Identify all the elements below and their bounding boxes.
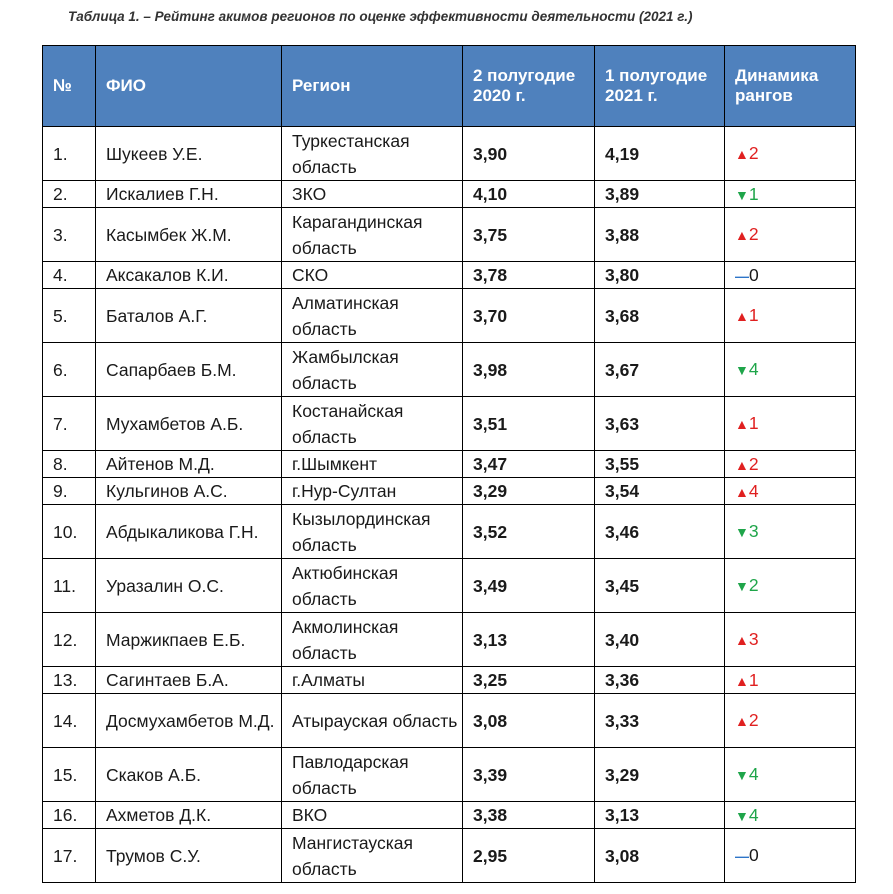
cell-fio: Кульгинов А.С. (96, 478, 282, 505)
header-dynamics: Динамика рангов (725, 46, 856, 127)
cell-num: 7. (43, 397, 96, 451)
cell-dynamics (725, 748, 856, 802)
rank-arrow-icon: ▲ (735, 713, 749, 729)
rank-change: 2 (748, 575, 759, 595)
rank-change: 1 (748, 413, 759, 433)
rank-arrow-icon: ▼ (735, 578, 749, 594)
cell-fio: Айтенов М.Д. (96, 451, 282, 478)
cell-fio: Мухамбетов А.Б. (96, 397, 282, 451)
rating-table (42, 45, 856, 883)
cell-fio: Трумов С.У. (96, 829, 282, 883)
rank-arrow-icon: — (735, 267, 749, 284)
cell-fio: Аксакалов К.И. (96, 262, 282, 289)
cell-num: 13. (43, 667, 96, 694)
cell-dynamics (725, 694, 856, 748)
rank-change: 2 (748, 710, 759, 730)
cell-2020: 3,38 (463, 802, 595, 829)
cell-num: 2. (43, 181, 96, 208)
cell-num: 14. (43, 694, 96, 748)
cell-2020: 3,49 (463, 559, 595, 613)
cell-region: Мангистауская область (282, 829, 463, 883)
cell-fio: Искалиев Г.Н. (96, 181, 282, 208)
rank-arrow-icon: ▼ (735, 524, 749, 540)
table-row (43, 613, 856, 667)
cell-dynamics (725, 559, 856, 613)
cell-2021: 3,55 (595, 451, 725, 478)
cell-dynamics (725, 289, 856, 343)
cell-region: Кызылординская область (282, 505, 463, 559)
rank-arrow-icon: ▲ (735, 483, 749, 500)
cell-region: Атырауская область (282, 694, 463, 748)
table-row (43, 127, 856, 181)
cell-dynamics (725, 397, 856, 451)
table-row (43, 289, 856, 343)
cell-2021: 3,80 (595, 262, 725, 289)
cell-region: г.Шымкент (282, 451, 463, 478)
cell-2021: 3,08 (595, 829, 725, 883)
cell-num: 8. (43, 451, 96, 478)
header-2020: 2 полугодие 2020 г. (463, 46, 595, 127)
table-caption: Таблица 1. – Рейтинг акимов регионов по оценке эффективности деятельности (2021 г.) (68, 9, 693, 24)
rank-arrow-icon: ▲ (735, 227, 749, 243)
cell-2021: 3,89 (595, 181, 725, 208)
cell-fio: Досмухамбетов М.Д. (96, 694, 282, 748)
cell-region: Костанайская область (282, 397, 463, 451)
rank-arrow-icon: ▲ (735, 456, 749, 473)
cell-2021: 3,36 (595, 667, 725, 694)
cell-fio: Ахметов Д.К. (96, 802, 282, 829)
cell-2021: 3,68 (595, 289, 725, 343)
rank-change: 3 (748, 521, 759, 541)
rank-arrow-icon: ▼ (735, 767, 749, 783)
table-row (43, 343, 856, 397)
cell-fio: Маржикпаев Е.Б. (96, 613, 282, 667)
cell-fio: Абдыкаликова Г.Н. (96, 505, 282, 559)
cell-dynamics (725, 613, 856, 667)
table-row (43, 181, 856, 208)
cell-2020: 3,08 (463, 694, 595, 748)
cell-dynamics (725, 262, 856, 289)
cell-region: г.Алматы (282, 667, 463, 694)
cell-2020: 4,10 (463, 181, 595, 208)
table-row (43, 748, 856, 802)
cell-num: 15. (43, 748, 96, 802)
cell-fio: Сагинтаев Б.А. (96, 667, 282, 694)
rank-arrow-icon: ▼ (735, 807, 749, 824)
rank-change: 4 (748, 804, 759, 825)
cell-num: 10. (43, 505, 96, 559)
cell-dynamics (725, 451, 856, 478)
cell-num: 4. (43, 262, 96, 289)
cell-region: Акмолинская область (282, 613, 463, 667)
cell-num: 16. (43, 802, 96, 829)
header-region: Регион (282, 46, 463, 127)
cell-fio: Баталов А.Г. (96, 289, 282, 343)
cell-2021: 3,40 (595, 613, 725, 667)
cell-2020: 3,51 (463, 397, 595, 451)
cell-num: 6. (43, 343, 96, 397)
cell-region: ЗКО (282, 181, 463, 208)
rank-change: 3 (748, 629, 759, 649)
cell-2021: 3,46 (595, 505, 725, 559)
cell-2020: 2,95 (463, 829, 595, 883)
table-row (43, 397, 856, 451)
cell-2020: 3,47 (463, 451, 595, 478)
cell-2021: 3,33 (595, 694, 725, 748)
rank-change: 2 (748, 224, 759, 244)
cell-region: СКО (282, 262, 463, 289)
cell-num: 9. (43, 478, 96, 505)
cell-region: Жамбылская область (282, 343, 463, 397)
rank-change: 1 (748, 669, 759, 690)
table-row (43, 262, 856, 289)
cell-dynamics (725, 802, 856, 829)
cell-region: Туркестанская область (282, 127, 463, 181)
cell-region: Актюбинская область (282, 559, 463, 613)
header-fio: ФИО (96, 46, 282, 127)
rank-arrow-icon: ▲ (735, 416, 749, 432)
rank-change: 0 (749, 845, 759, 865)
rank-arrow-icon: ▲ (735, 672, 749, 689)
cell-dynamics (725, 829, 856, 883)
table-row (43, 667, 856, 694)
cell-2020: 3,13 (463, 613, 595, 667)
cell-dynamics (725, 667, 856, 694)
table-row (43, 694, 856, 748)
cell-fio: Касымбек Ж.М. (96, 208, 282, 262)
cell-2020: 3,70 (463, 289, 595, 343)
cell-2020: 3,78 (463, 262, 595, 289)
cell-dynamics (725, 505, 856, 559)
cell-2021: 4,19 (595, 127, 725, 181)
rank-change: 2 (748, 453, 759, 474)
cell-region: Алматинская область (282, 289, 463, 343)
rank-arrow-icon: ▼ (735, 362, 749, 378)
cell-num: 1. (43, 127, 96, 181)
cell-2021: 3,67 (595, 343, 725, 397)
cell-dynamics (725, 478, 856, 505)
cell-fio: Уразалин О.С. (96, 559, 282, 613)
cell-2020: 3,25 (463, 667, 595, 694)
rank-change: 4 (748, 764, 759, 784)
rank-change: 4 (748, 480, 759, 501)
rank-change: 2 (748, 143, 759, 163)
table-header-row (43, 46, 856, 127)
cell-2020: 3,75 (463, 208, 595, 262)
table-row (43, 802, 856, 829)
cell-region: г.Нур-Султан (282, 478, 463, 505)
cell-num: 12. (43, 613, 96, 667)
table-row (43, 208, 856, 262)
rank-arrow-icon: ▲ (735, 146, 749, 162)
cell-2021: 3,29 (595, 748, 725, 802)
cell-fio: Шукеев У.Е. (96, 127, 282, 181)
rank-arrow-icon: — (735, 848, 749, 864)
table-row (43, 478, 856, 505)
rank-change: 1 (748, 305, 759, 325)
cell-fio: Сапарбаев Б.М. (96, 343, 282, 397)
cell-2020: 3,39 (463, 748, 595, 802)
table-row (43, 505, 856, 559)
cell-2021: 3,54 (595, 478, 725, 505)
cell-region: Карагандинская область (282, 208, 463, 262)
cell-region: ВКО (282, 802, 463, 829)
cell-2021: 3,88 (595, 208, 725, 262)
table-row (43, 451, 856, 478)
cell-2020: 3,90 (463, 127, 595, 181)
cell-num: 5. (43, 289, 96, 343)
cell-dynamics (725, 181, 856, 208)
rank-change: 0 (749, 264, 759, 285)
cell-2021: 3,13 (595, 802, 725, 829)
rank-change: 4 (748, 359, 759, 379)
cell-num: 3. (43, 208, 96, 262)
cell-2020: 3,52 (463, 505, 595, 559)
cell-fio: Скаков А.Б. (96, 748, 282, 802)
cell-2020: 3,29 (463, 478, 595, 505)
table-row (43, 559, 856, 613)
cell-dynamics (725, 127, 856, 181)
cell-dynamics (725, 343, 856, 397)
header-2021: 1 полугодие 2021 г. (595, 46, 725, 127)
cell-2021: 3,45 (595, 559, 725, 613)
cell-dynamics (725, 208, 856, 262)
rank-arrow-icon: ▼ (735, 186, 749, 203)
cell-2021: 3,63 (595, 397, 725, 451)
header-num: № (43, 46, 96, 127)
rank-arrow-icon: ▲ (735, 632, 749, 648)
cell-num: 17. (43, 829, 96, 883)
cell-num: 11. (43, 559, 96, 613)
cell-region: Павлодарская область (282, 748, 463, 802)
table-row (43, 829, 856, 883)
rank-arrow-icon: ▲ (735, 308, 749, 324)
cell-2020: 3,98 (463, 343, 595, 397)
rank-change: 1 (748, 183, 759, 204)
